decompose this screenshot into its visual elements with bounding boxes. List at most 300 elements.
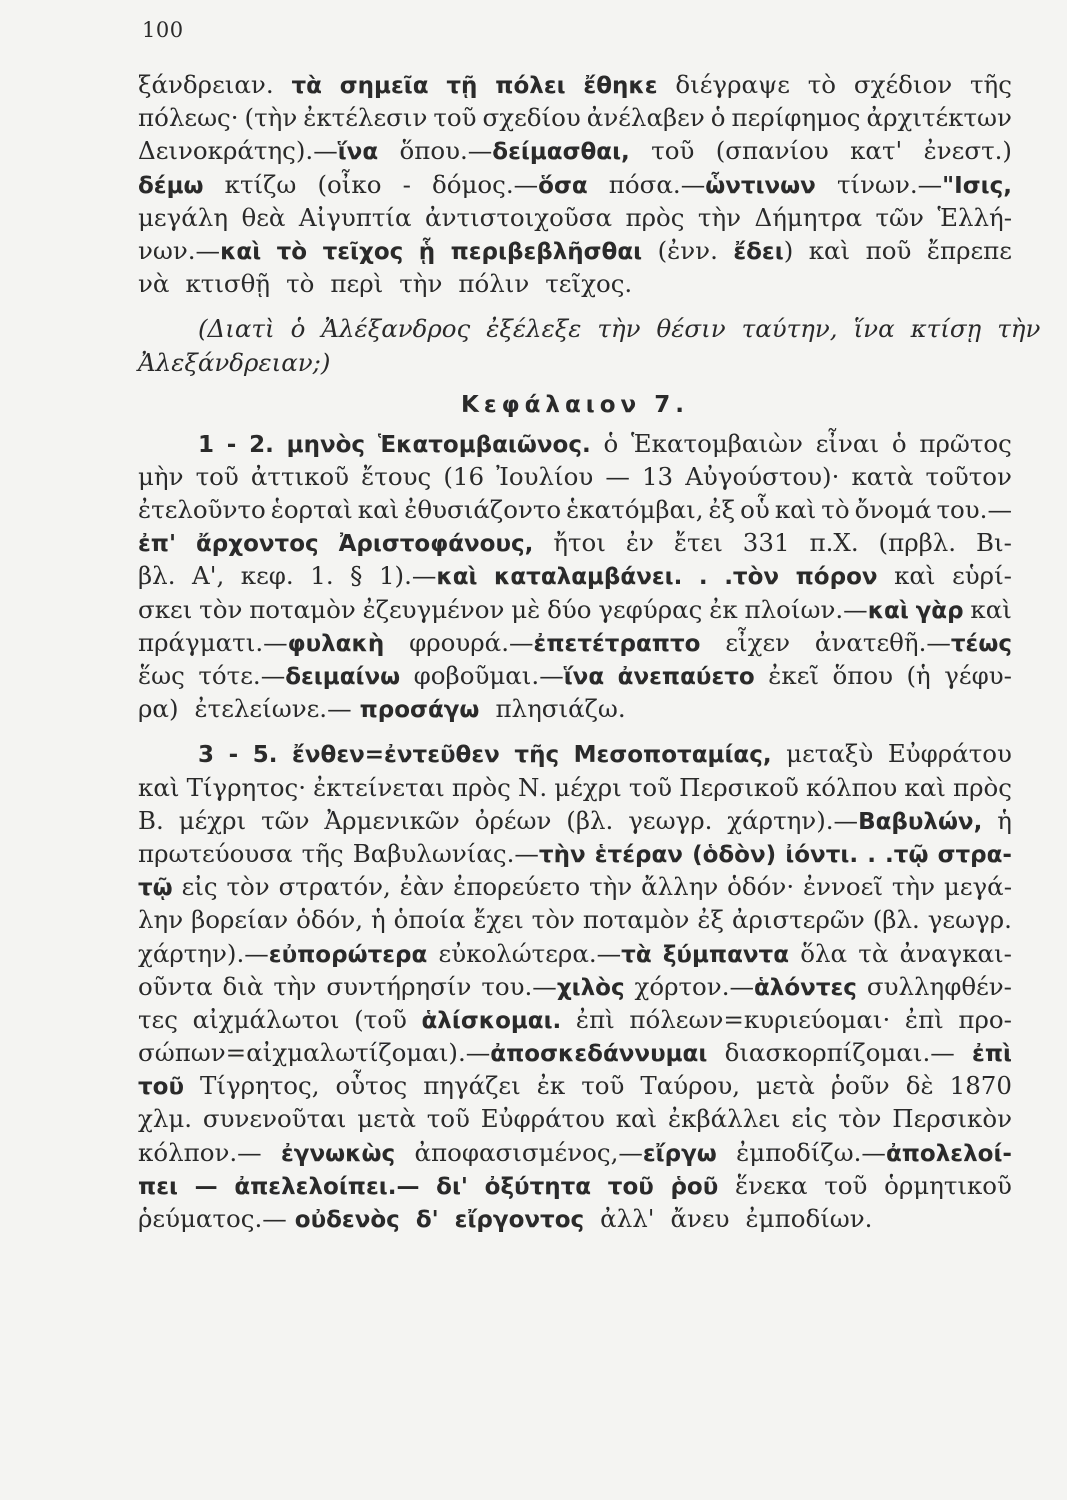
word: κατὰ [851, 461, 914, 491]
word: τὰ [858, 938, 889, 968]
text-line [138, 1169, 1012, 1202]
word: πόλιν [458, 269, 530, 299]
word: καὶ [808, 235, 851, 265]
word: ἄλλην [641, 872, 719, 902]
word: ἑτέραν [594, 841, 683, 868]
word: μετὰ [756, 1071, 815, 1101]
word: ἐπορεύετο [453, 872, 581, 902]
word: (16 [443, 461, 485, 491]
word: τὸ [276, 238, 308, 265]
word: κεφ. [240, 561, 294, 591]
word: τὸ [821, 495, 850, 525]
word: τὴν [697, 202, 742, 232]
word: τὰ [291, 73, 322, 99]
word: ἐπὶ [904, 1004, 944, 1034]
word: ἕως [138, 661, 185, 690]
word: πρὸς [625, 202, 685, 232]
word: τὸν [226, 872, 270, 902]
word: μηνὸς [286, 431, 366, 458]
word: ἤτοι [553, 528, 606, 558]
word: ῥεύματος.— οὐδενὸς [138, 1204, 400, 1233]
text-line [138, 804, 1012, 837]
word: τὴν [997, 314, 1041, 344]
text-line [138, 903, 1012, 936]
word: φοβοῦμαι.—ἵνα [413, 661, 605, 690]
word: (πρβλ. [878, 528, 957, 558]
word: . [867, 841, 876, 868]
word: 1870 [949, 1071, 1012, 1101]
text-line [138, 427, 1012, 460]
word: ὁποία [393, 905, 466, 935]
word: καταλαμβάνει. [494, 564, 683, 591]
word: τοῦ [581, 1071, 625, 1101]
word: γὰρ [915, 597, 964, 624]
word: ἀναγκαι- [899, 938, 1012, 968]
word: ἔδει) [733, 235, 794, 265]
word: Α', [192, 561, 225, 591]
text-line [138, 267, 1012, 300]
word: πόλει [495, 73, 566, 99]
word: περὶ [330, 269, 384, 299]
word: τῷ [138, 875, 173, 902]
word: ἀνέλαβεν [586, 103, 705, 133]
word: φρουρά.—ἐπετέτραπτο [409, 627, 701, 657]
text-line [138, 593, 1012, 626]
word: κόλπου [805, 772, 898, 802]
word: § [350, 561, 363, 591]
word: 13 [641, 461, 674, 491]
word: μὴν [138, 461, 184, 491]
text-body [138, 68, 1041, 1235]
word: ὁ [290, 314, 306, 344]
word: ὀρέων [474, 805, 552, 835]
word: καὶ [970, 594, 1012, 624]
word: (ὁδὸν) [692, 841, 777, 868]
word: Ἑλλή- [937, 202, 1012, 232]
word: σώπων=αἰχμαλωτίζομαι).—ἀποσκεδάννυμαι [138, 1038, 708, 1068]
word: πόλεως· [138, 103, 239, 133]
word: ἑορταὶ [270, 495, 353, 525]
text-line [138, 101, 1012, 134]
text-line [138, 937, 1012, 970]
word: (ἐνν. [657, 235, 718, 265]
word: τὸ [286, 269, 315, 299]
word: ἐμποδίων. [745, 1204, 873, 1233]
word: ἀνατεθῆ.—τέως [814, 627, 1012, 657]
word: Δήμητρα [754, 202, 862, 232]
word: τὸν [531, 905, 575, 935]
word: ἐτελείωνε.— προσάγω [194, 694, 480, 724]
word: πηγάζει [423, 1071, 521, 1101]
word: 3 [198, 742, 215, 769]
word: τεῖχος [322, 238, 404, 265]
word: - [228, 742, 239, 769]
word: ἐξ [697, 905, 724, 935]
paragraph-3-5 [138, 737, 1012, 1235]
word: ἐκεῖ [768, 661, 819, 690]
text-line [138, 1003, 1012, 1036]
word: δόμος.—ὅσα [431, 169, 588, 199]
word: ἔπρεπε [926, 235, 1012, 265]
word: μεγά- [943, 872, 1012, 902]
word: (σπανίου [715, 136, 829, 166]
word: καὶ [357, 495, 400, 525]
word: ὁρμητικοῦ [884, 1170, 1012, 1200]
text-line [138, 168, 1012, 201]
word: εἶχεν [725, 627, 791, 657]
word: ἐγνωκὼς [280, 1140, 396, 1167]
word: τὴν [273, 971, 317, 1001]
word: ἔνθεν=ἐντεῦθεν [292, 742, 500, 769]
word: αἰχμάλωτοι [192, 1004, 340, 1034]
word: ἀλλ' [600, 1204, 655, 1233]
word: πλοίων.—καὶ [744, 594, 909, 624]
word: ῥοῦ [670, 1173, 719, 1200]
word: καὶ [894, 561, 936, 591]
word: — [605, 461, 630, 491]
word: πρῶτος [919, 428, 1012, 458]
word: εἴργοντος [454, 1207, 585, 1233]
word: ἕνεκα [734, 1170, 808, 1200]
word: ταύτην, [741, 314, 838, 344]
word: κτίσῃ [910, 314, 982, 344]
word: τὴν [597, 314, 641, 344]
word: οῦντα [138, 971, 213, 1001]
text-line [138, 234, 1012, 267]
word: μετὰ [357, 1104, 416, 1134]
word: ἀπελελοίπει.— [234, 1173, 420, 1200]
word: ἐκτείνεται [313, 772, 445, 802]
word: τὸν [838, 1104, 882, 1134]
text-line [138, 68, 1012, 101]
word: τοῦ [426, 1104, 470, 1134]
word: ξύμπαντα [662, 941, 790, 968]
chapter-title: Κεφάλαιον 7. [461, 391, 689, 418]
word: στρατόν, [278, 872, 391, 902]
word: ἔθηκε [583, 73, 658, 99]
word: χάρτην).—εὐπορώτερα [138, 938, 428, 968]
word: θέσιν [656, 314, 726, 344]
text-line [138, 559, 1012, 592]
word: Ἰουλίου [496, 461, 594, 491]
word: τοῦ [195, 461, 239, 491]
word: — [194, 1173, 218, 1200]
text-line [138, 1202, 1012, 1235]
text-line [138, 1069, 1012, 1102]
word: τῶν [875, 202, 924, 232]
word: ἵνα [853, 314, 895, 344]
word: ἐὰν [399, 872, 445, 902]
word: ὅπου.—δείμασθαι, [399, 136, 630, 166]
word: ὁ [710, 103, 726, 133]
word: διασκορπίζομαι.— [724, 1038, 955, 1068]
word: Περσικοῦ [679, 772, 799, 802]
word: πει [138, 1173, 178, 1200]
word: δὲ [905, 1071, 934, 1101]
word: ὄνομά [854, 495, 932, 525]
word: χάρτην).—Βαβυλών, [727, 805, 983, 835]
text-line [138, 737, 1012, 770]
word: εὐκολώτερα.—τὰ [438, 938, 652, 968]
word: τεῖχος. [545, 269, 633, 299]
text-line [138, 312, 1041, 345]
word: πόσα.—ὧντινων [608, 169, 816, 199]
word: γεφύρας [598, 594, 703, 624]
word: ὅλα [800, 938, 848, 968]
word: (οἶκο [317, 169, 382, 199]
text-line [138, 201, 1012, 234]
word: Ἀριστοφάνους, [338, 531, 534, 558]
word: μεταξὺ [786, 739, 874, 769]
word: τὴν [589, 872, 633, 902]
word: χόρτον.—ἁλόντες [634, 971, 857, 1001]
word: π.Χ. [809, 528, 859, 558]
word: ἀρχιτέκτων [866, 103, 1012, 133]
word: ποταμὸν [249, 594, 356, 624]
word: πρωτεύουσα [138, 838, 293, 868]
word: ἐζευγμένον [362, 594, 505, 624]
word: τὴν [399, 269, 443, 299]
word: (Διατὶ [198, 314, 275, 344]
text-line [138, 870, 1012, 903]
word: λην [138, 905, 184, 935]
word: ἐθυσιάζοντο [404, 495, 562, 525]
word: πρὸς [952, 772, 1012, 802]
word: δι' [436, 1173, 468, 1200]
word: βορείαν [191, 905, 289, 935]
word: ἐν [625, 528, 654, 558]
word: σχεδίου [482, 103, 581, 133]
word: πρὸς [451, 772, 511, 802]
word: (τὴν [244, 103, 298, 133]
word: οὗ [740, 495, 770, 525]
word: ἄρχοντος [195, 531, 319, 558]
word: ᾗ [418, 238, 436, 265]
word: ἀποφασισμένος,—εἴργω [414, 1137, 717, 1167]
word: καὶ [615, 1104, 658, 1134]
word: - [226, 431, 237, 458]
word: τίνων.—"Ισις, [836, 169, 1012, 199]
word: τοῦ [607, 1173, 654, 1200]
word: Ἑκατομβαιὼν [631, 428, 803, 458]
word: μέχρι [178, 805, 247, 835]
word: ὁδόν, [296, 905, 364, 935]
word: πράγματι.—φυλακὴ [138, 627, 385, 657]
word: περίφημος [731, 103, 861, 133]
text-line [138, 692, 1012, 725]
word: ὁ [891, 428, 907, 458]
word: Τίγρητος, [200, 1071, 320, 1101]
word: συντήρησίν [326, 971, 472, 1001]
word: τοῦ [628, 772, 673, 802]
word: νὰ [138, 269, 170, 299]
word: 1. [310, 561, 334, 591]
word: εἶναι [815, 428, 880, 458]
word: ἔτει [673, 528, 723, 558]
word: πλησιάζω. [495, 694, 626, 724]
word: μεγάλη [138, 202, 229, 232]
word: δ' [415, 1207, 439, 1233]
intro-paragraph [138, 68, 1012, 300]
word: σημεῖα [339, 73, 429, 99]
word: τες [138, 1004, 178, 1034]
word: .τῷ [885, 841, 929, 868]
word: ἀττικοῦ [250, 461, 350, 491]
word: οὗτος [335, 1071, 408, 1101]
text-line [138, 526, 1012, 559]
word: συλληφθέν- [866, 971, 1012, 1001]
word: Περσικὸν [892, 1104, 1012, 1134]
word: συνενοῦται [202, 1104, 347, 1134]
word: ὀξύτητα [484, 1173, 592, 1200]
word: χλμ. [138, 1104, 193, 1134]
word: ἀνεπαύετο [617, 664, 755, 690]
word: (βλ. [872, 905, 920, 935]
word: ἄνευ [670, 1204, 730, 1233]
word: βλ. [138, 561, 176, 591]
word: Βι- [976, 528, 1012, 558]
word: κτίζω [224, 169, 297, 199]
word: ἔχει [473, 905, 524, 935]
word: μέχρι [554, 772, 622, 802]
page-number: 100 [142, 18, 184, 42]
word: ἐνεστ.) [923, 136, 1012, 166]
word: ἐξ [708, 495, 736, 525]
word: (τοῦ [354, 1004, 407, 1034]
text-line [138, 493, 1012, 526]
word: ῥοῦν [830, 1071, 890, 1101]
word: στρα- [937, 841, 1012, 868]
word: ἡ [997, 805, 1012, 835]
word: Ν. [517, 772, 548, 802]
word: καὶ [138, 772, 180, 802]
word: ἐκβάλλει [668, 1104, 781, 1134]
word: ἐμποδίζω.—ἀπολελοί- [736, 1137, 1012, 1167]
word: εἰς [181, 872, 218, 902]
word: τὸ [807, 70, 837, 99]
text-line [138, 659, 1012, 692]
word: κατ' [850, 136, 903, 166]
word: ποταμὸν [582, 905, 690, 935]
word: κτισθῇ [185, 269, 271, 299]
text-line [138, 346, 1012, 379]
word: δέμω [138, 172, 204, 199]
word: νων.—καὶ [138, 235, 262, 265]
word: 2. [249, 431, 274, 458]
word: ποῦ [865, 235, 912, 265]
word: Ἑκατομβαιῶνος. [377, 431, 591, 458]
word: ἐπὶ [972, 1041, 1012, 1068]
word: τῆς [301, 838, 344, 868]
word: ἐκτέλεσιν [303, 103, 428, 133]
word: τῆς [514, 742, 560, 769]
word: ὁ [603, 428, 619, 458]
word: ἐννοεῖ [803, 872, 883, 902]
word: γέφυ- [944, 661, 1012, 690]
paragraph-1-2 [138, 427, 1012, 726]
text-line [138, 1036, 1012, 1069]
word: (βλ. [566, 805, 614, 835]
word: Εὐφράτου [480, 1104, 605, 1134]
word: ἡ [371, 905, 386, 935]
word: Ἀλέξανδρος [321, 314, 471, 344]
word: τοῦ [433, 103, 477, 133]
word: γεωγρ. [628, 805, 713, 835]
word: σκει [138, 594, 193, 624]
word: του.— [936, 495, 1012, 525]
word: . [698, 564, 708, 591]
word: θεὰ [241, 202, 286, 232]
word: μὲ [511, 594, 541, 624]
word: Ἀλεξάνδρειαν;) [138, 347, 331, 377]
word: .τὸν [724, 564, 780, 591]
text-line [138, 970, 1012, 1003]
word: γεωγρ. [927, 905, 1012, 935]
word: Ἀρμενικῶν [324, 805, 460, 835]
word: (ἡ [906, 661, 931, 690]
word: ὁδόν· [727, 872, 795, 902]
word: τὴν [891, 872, 936, 902]
word: τότε.—δειμαίνω [198, 661, 401, 690]
word: τὸν [199, 594, 243, 624]
word: τῆς [969, 70, 1012, 99]
word: του.—χιλὸς [481, 971, 625, 1001]
word: 1).—καὶ [378, 561, 478, 591]
word: καὶ [904, 772, 946, 802]
word: ἔτους [361, 461, 432, 491]
study-question [138, 312, 1041, 378]
word: διὰ [222, 971, 264, 1001]
word: ὅπου [832, 661, 893, 690]
word: Δεινοκράτης).—ἵνα [138, 136, 379, 166]
word: ξάνδρειαν. [138, 70, 274, 99]
word: 5. [252, 742, 278, 769]
word: δύο [547, 594, 592, 624]
word: πόρον [795, 564, 878, 591]
word: ἑκατόμβαι, [566, 495, 704, 525]
word: ἐτελοῦντο [138, 495, 266, 525]
text-line [138, 837, 1012, 870]
word: διέγραψε [675, 70, 790, 99]
word: Τίγρητος· [186, 772, 307, 802]
word: τοῦ [138, 1074, 185, 1101]
word: ἐπὶ [575, 1004, 615, 1034]
word: ἐκ [536, 1071, 566, 1101]
word: εὑρί- [952, 561, 1012, 591]
text-line [138, 626, 1012, 659]
word: σχέδιον [853, 70, 953, 99]
word: Βαβυλωνίας.—τὴν [352, 838, 586, 868]
word: ἰόντι. [785, 841, 859, 868]
word: ρα) [138, 694, 179, 724]
word: ἀντιστοιχοῦσα [425, 202, 613, 232]
word: πόλεων=κυριεύομαι· [629, 1004, 891, 1034]
word: καὶ [774, 495, 817, 525]
word: Αὐγούστου)· [685, 461, 840, 491]
word: Β. [138, 805, 164, 835]
word: 331 [742, 528, 790, 558]
text-line [138, 460, 1012, 493]
word: περιβεβλῆσθαι [450, 238, 643, 265]
word: προ- [958, 1004, 1012, 1034]
word: τῇ [446, 73, 478, 99]
word: Εὐφράτου [887, 739, 1012, 769]
word: Μεσοποταμίας, [573, 742, 772, 769]
text-line [138, 1102, 1012, 1135]
word: 1 [198, 431, 215, 458]
word: ἐπ' [138, 531, 177, 558]
word: τοῦτον [925, 461, 1012, 491]
